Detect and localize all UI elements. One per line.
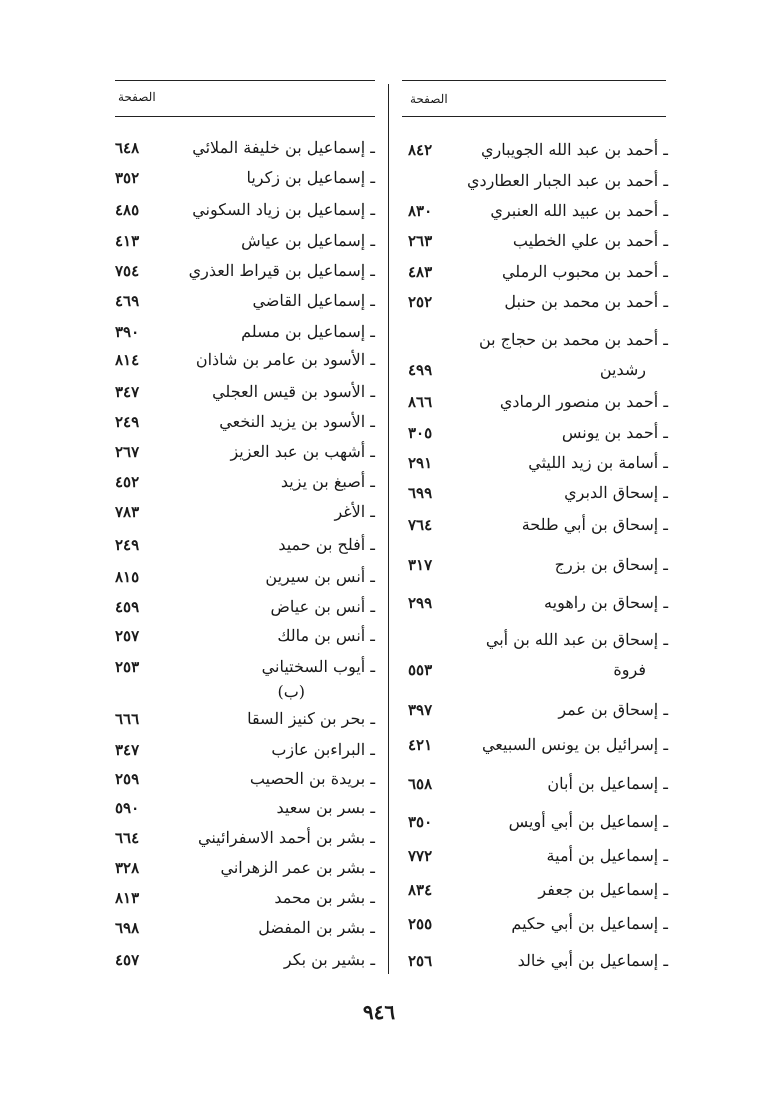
entry-name: ـ أسامة بن زيد الليثي	[528, 453, 668, 472]
entry-page-number: ٣٥٢	[115, 169, 140, 187]
entry-page-number: ٧٧٢	[408, 847, 433, 865]
entry-name: ـ البراءبن عازب	[271, 740, 375, 759]
index-entry	[408, 483, 668, 513]
entry-page-number: ٢٥٦	[408, 952, 433, 970]
entry-page-number: ٤٩٩	[408, 361, 433, 379]
left-column	[115, 0, 375, 1000]
entry-name: ـ أحمد بن منصور الرمادي	[499, 392, 668, 411]
entry-name: ـ إسماعيل بن زكريا	[246, 168, 375, 187]
entry-name: ـ إسماعيل بن مسلم	[241, 322, 375, 341]
index-entry	[115, 168, 375, 198]
entry-name: ـ أحمد بن عبيد الله العنبري	[490, 201, 668, 220]
index-entry	[115, 502, 375, 532]
entry-page-number: ٦٩٨	[115, 919, 140, 937]
entry-name: ـ أحمد بن يونس	[561, 423, 668, 442]
index-entry	[115, 769, 375, 799]
header-left: الصفحة	[118, 90, 156, 104]
index-entry	[115, 950, 375, 980]
entry-page-number: ٢٤٩	[115, 413, 140, 431]
entry-page-number: ٤١٣	[115, 232, 140, 250]
entry-name: ـ أحمد بن عبد الله الجويباري	[480, 140, 668, 159]
index-entry	[115, 412, 375, 442]
entry-page-number: ٢٥٥	[408, 915, 433, 933]
entry-page-number: ٣٠٥	[408, 424, 433, 442]
entry-name: ـ أحمد بن عبد الجبار العطاردي	[467, 171, 668, 190]
entry-name: ـ بشير بن بكر	[283, 950, 375, 969]
entry-page-number: ٤٥٩	[115, 598, 140, 616]
entry-page-number: ٣٢٨	[115, 859, 140, 877]
entry-name: ـ إسحاق بن أبي طلحة	[521, 515, 668, 534]
entry-page-number: ٤٥٧	[115, 951, 140, 969]
index-entry	[115, 858, 375, 888]
index-entry	[408, 330, 668, 379]
index-entry	[408, 201, 668, 231]
entry-page-number: ٢٥٧	[115, 627, 140, 645]
entry-page-number: ٨٤٢	[408, 141, 433, 159]
page-number: ٩٤٦	[362, 1000, 396, 1024]
index-entry	[115, 472, 375, 502]
header-right: الصفحة	[410, 92, 448, 106]
index-entry	[115, 535, 375, 565]
entry-name: ـ إسحاق الدبري	[564, 483, 668, 502]
index-entry	[408, 700, 668, 730]
entry-name: ـ بحر بن كنيز السقا	[247, 709, 375, 728]
entry-page-number: ٧٨٣	[115, 503, 140, 521]
entry-page-number: ٧٦٤	[408, 516, 433, 534]
entry-name: ـ إسحاق بن بزرج	[554, 555, 668, 574]
entry-name: ـ إسماعيل بن أبي أويس	[508, 812, 668, 831]
entry-page-number: ٣٩٠	[115, 323, 140, 341]
entry-page-number: ٧٥٤	[115, 262, 140, 280]
entry-name: ـ بريدة بن الحصيب	[249, 769, 375, 788]
index-entry	[408, 630, 668, 679]
entry-name: ـ بشر بن أحمد الاسفرائيني	[198, 828, 375, 847]
entry-name: ـ إسماعيل القاضي	[252, 291, 375, 310]
entry-name: ـ إسماعيل بن أمية	[546, 846, 668, 865]
entry-page-number: ٤٥٢	[115, 473, 140, 491]
entry-name: ـ الأسود بن يزيد النخعي	[219, 412, 375, 431]
entry-name: ـ إسماعيل بن أبي خالد	[517, 951, 668, 970]
index-entry	[408, 914, 668, 944]
index-entry	[408, 140, 668, 170]
entry-page-number: ٨٣٤	[408, 881, 433, 899]
index-entry	[408, 593, 668, 623]
entry-page-number: ٣٤٧	[115, 741, 140, 759]
entry-page-number: ٢٦٧	[115, 443, 140, 461]
entry-name: ـ الأغر	[334, 502, 375, 521]
entry-name: ـ أحمد بن محمد بن حجاج بن	[478, 330, 668, 349]
entry-page-number: ٨١٣	[115, 889, 140, 907]
entry-page-number: ٣٩٧	[408, 701, 433, 719]
entry-page-number: ٨٣٠	[408, 202, 433, 220]
entry-name: ـ أصبغ بن يزيد	[280, 472, 375, 491]
entry-name: ـ إسماعيل بن زياد السكوني	[192, 200, 375, 219]
entry-name: ـ إسماعيل بن عياش	[241, 231, 375, 250]
entry-name: ـ بشر بن محمد	[274, 888, 375, 907]
entry-name: ـ إسماعيل بن أبي حكيم	[511, 914, 668, 933]
entry-page-number: ٣١٧	[408, 556, 433, 574]
entry-name: ـ أحمد بن محمد بن حنبل	[504, 292, 668, 311]
index-entry	[408, 515, 668, 545]
index-entry	[408, 453, 668, 483]
entry-page-number: ٣٥٠	[408, 813, 433, 831]
entry-name: ـ إسحاق بن عمر	[558, 700, 668, 719]
entry-page-number: ٥٥٣	[408, 661, 433, 679]
index-entry	[115, 261, 375, 291]
index-entry	[408, 555, 668, 585]
index-entry	[408, 292, 668, 322]
index-entry	[115, 888, 375, 918]
entry-page-number: ٦٦٤	[115, 829, 140, 847]
index-entry	[115, 350, 375, 380]
entry-page-number: ٦٩٩	[408, 484, 433, 502]
index-entry	[408, 846, 668, 876]
entry-name: ـ الأسود بن عامر بن شاذان	[195, 350, 375, 369]
index-entry	[115, 657, 375, 687]
index-entry	[115, 828, 375, 858]
entry-name: ـ بشر بن عمر الزهراني	[220, 858, 375, 877]
index-entry	[408, 392, 668, 422]
entry-name: ـ أحمد بن محبوب الرملي	[501, 262, 668, 281]
index-entry	[115, 138, 375, 168]
entry-page-number: ٨٦٦	[408, 393, 433, 411]
index-entry	[115, 626, 375, 656]
index-entry	[115, 740, 375, 770]
entry-page-number: ٤٨٣	[408, 263, 433, 281]
index-entry	[408, 951, 668, 981]
index-entry	[115, 709, 375, 739]
entry-page-number: ٤٦٩	[115, 292, 140, 310]
entry-name: ـ أحمد بن علي الخطيب	[512, 231, 668, 250]
index-entry	[115, 567, 375, 597]
entry-name: ـ أفلح بن حميد	[278, 535, 375, 554]
entry-page-number: ٨١٤	[115, 351, 140, 369]
index-entry	[115, 442, 375, 472]
index-entry	[408, 171, 668, 201]
entry-page-number: ٢٤٩	[115, 536, 140, 554]
index-entry	[115, 918, 375, 948]
index-entry	[408, 812, 668, 842]
index-entry	[115, 231, 375, 261]
entry-page-number: ٦٦٦	[115, 710, 140, 728]
entry-name: ـ إسرائيل بن يونس السبيعي	[481, 735, 668, 754]
entry-name: ـ أنس بن عياض	[270, 597, 375, 616]
index-entry	[408, 262, 668, 292]
entry-page-number: ٢٥٣	[115, 658, 140, 676]
entry-name-continuation: فروة	[613, 660, 646, 679]
entry-page-number: ٦٥٨	[408, 775, 433, 793]
index-entry	[115, 200, 375, 230]
entry-name: ـ أنس بن سيرين	[265, 567, 375, 586]
section-letter: (ب)	[277, 682, 305, 701]
entry-name: ـ إسماعيل بن جعفر	[538, 880, 668, 899]
index-entry	[408, 735, 668, 765]
entry-name: ـ أيوب السختياني	[261, 657, 375, 676]
index-entry	[115, 382, 375, 412]
entry-name: ـ إسحاق بن عبد الله بن أبي	[485, 630, 668, 649]
entry-name: ـ الأسود بن قيس العجلي	[212, 382, 375, 401]
entry-page-number: ٢٥٩	[115, 770, 140, 788]
index-entry	[115, 798, 375, 828]
entry-name: ـ إسماعيل بن أبان	[547, 774, 668, 793]
index-entry	[408, 774, 668, 804]
entry-page-number: ٤٢١	[408, 736, 433, 754]
entry-name: ـ أشهب بن عبد العزيز	[230, 442, 375, 461]
entry-name: ـ بشر بن المفضل	[258, 918, 375, 937]
index-entry	[115, 597, 375, 627]
entry-name: ـ إسماعيل بن قيراط العذري	[188, 261, 375, 280]
entry-page-number: ٢٥٢	[408, 293, 433, 311]
entry-page-number: ٣٤٧	[115, 383, 140, 401]
entry-page-number: ٤٨٥	[115, 201, 140, 219]
entry-page-number: ٦٤٨	[115, 139, 140, 157]
index-entry	[115, 322, 375, 352]
entry-name: ـ أنس بن مالك	[277, 626, 375, 645]
entry-page-number: ٢٩٩	[408, 594, 433, 612]
index-entry	[408, 231, 668, 261]
entry-page-number: ٥٩٠	[115, 799, 140, 817]
right-column	[408, 0, 668, 1000]
entry-page-number: ٢٦٣	[408, 232, 433, 250]
index-entry	[408, 880, 668, 910]
index-entry	[115, 291, 375, 321]
entry-page-number: ٢٩١	[408, 454, 433, 472]
entry-name: ـ إسحاق بن راهويه	[544, 593, 668, 612]
entry-name-continuation: رشدين	[599, 360, 646, 379]
index-entry	[408, 423, 668, 453]
column-divider	[388, 84, 389, 974]
entry-name: ـ إسماعيل بن خليفة الملائي	[192, 138, 375, 157]
entry-page-number: ٨١٥	[115, 568, 140, 586]
entry-name: ـ بسر بن سعيد	[276, 798, 375, 817]
